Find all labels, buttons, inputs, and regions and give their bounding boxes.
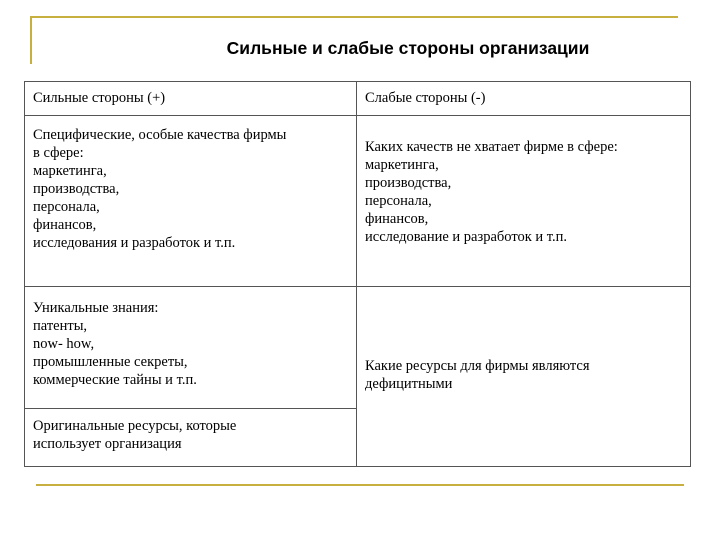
- cell-strength-resources: Оригинальные ресурсы, которые использует организация: [25, 409, 357, 467]
- table-row: [25, 116, 691, 287]
- decorative-bottom-line: [36, 484, 684, 486]
- page-title: Сильные и слабые стороны организации: [226, 38, 590, 58]
- cell-weakness-deficit: Какие ресурсы для фирмы являются дефицитными: [357, 287, 691, 467]
- header-strengths: Сильные стороны (+): [25, 82, 357, 116]
- swot-table: [24, 81, 691, 467]
- header-weaknesses: Слабые стороны (-): [357, 82, 691, 116]
- table-row: [25, 287, 691, 409]
- table-header-row: [25, 82, 691, 116]
- decorative-top-line: [30, 16, 678, 18]
- cell-strength-unique: Уникальные знания: патенты, now- how, промышленные секреты, коммерческие тайны и т.п.: [25, 287, 357, 409]
- cell-weakness-lacking: Каких качеств не хватает фирме в сфере: маркетинга, производства, персонала, финансов, исследование и разработок и т.п.: [357, 116, 691, 287]
- cell-strength-specific: Специфические, особые качества фирмы в сфере: маркетинга, производства, персонала, финансов, исследования и разработок и т.п.: [25, 116, 357, 287]
